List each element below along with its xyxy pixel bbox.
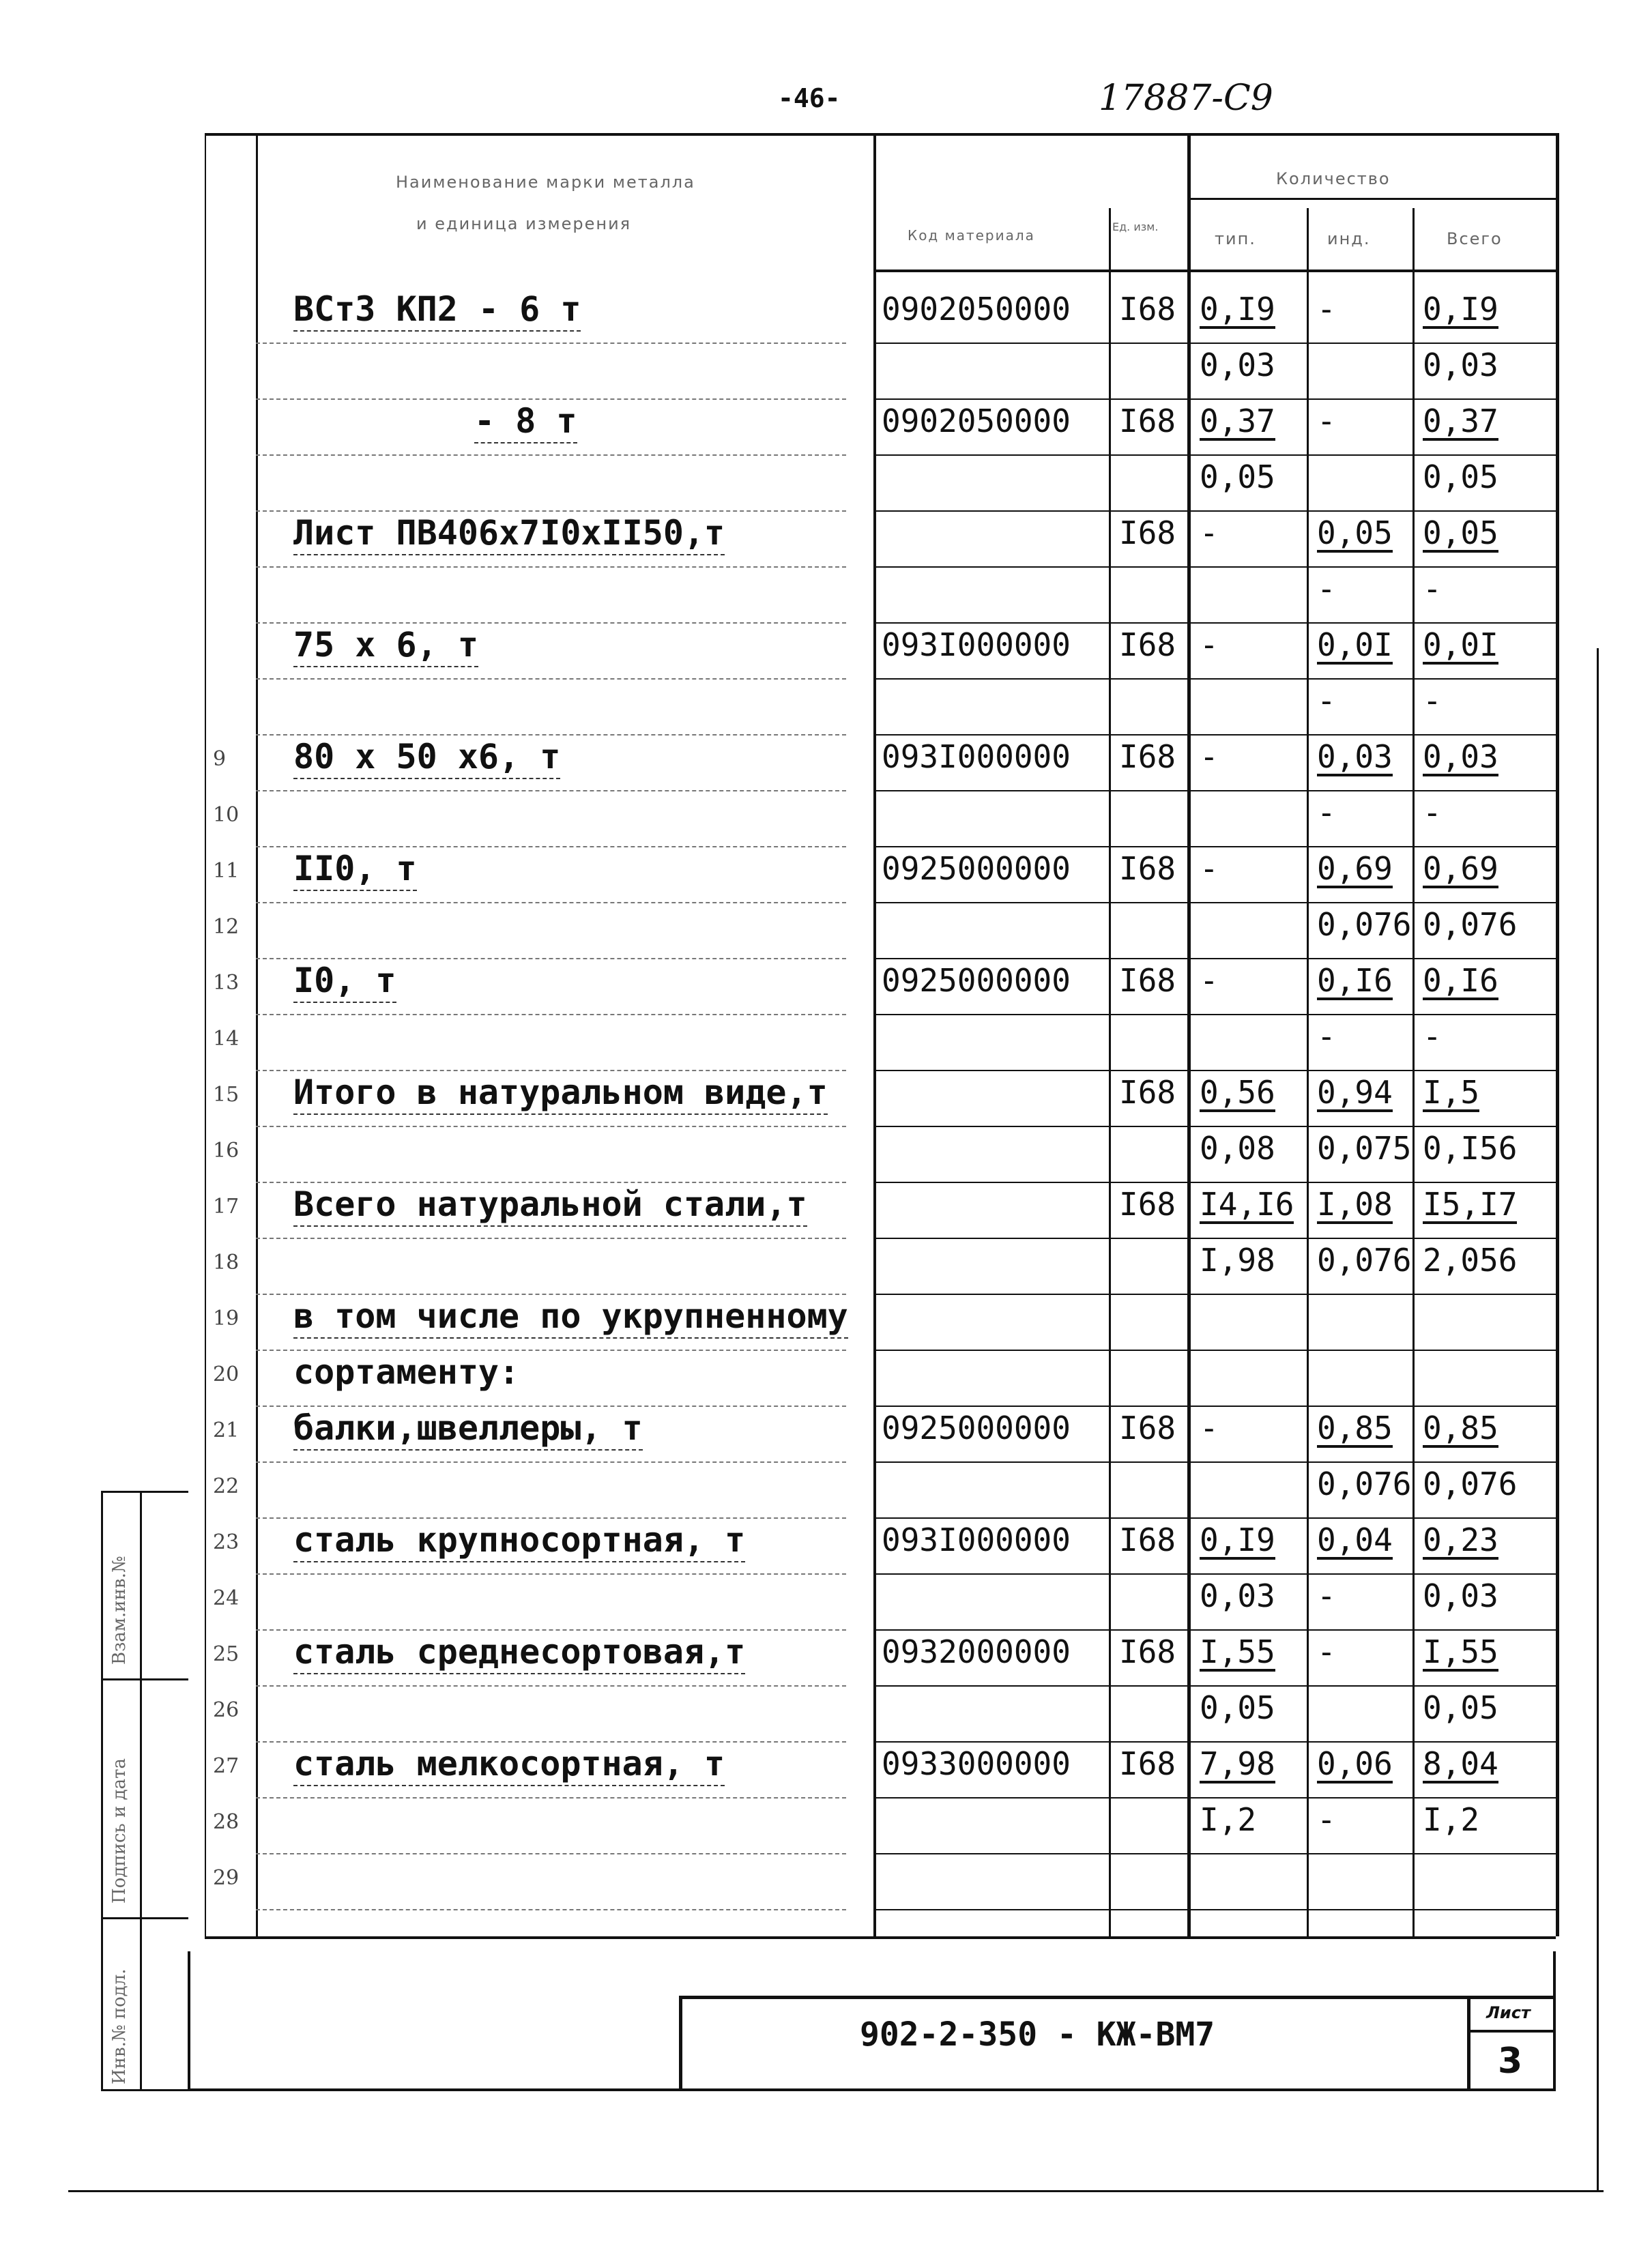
qty-individual: 0,0I — [1317, 626, 1393, 663]
row-divider — [256, 1238, 846, 1239]
qty-total: 0,05 — [1423, 1689, 1498, 1726]
qty-total: I5,I7 — [1423, 1186, 1518, 1223]
side-stamp-divider — [140, 1491, 142, 2091]
qty-typical: 0,08 — [1200, 1130, 1275, 1167]
material-code: 0902050000 — [882, 291, 1071, 327]
material-name: Итого в натуральном виде,т — [293, 1075, 828, 1115]
qty-typical: 0,37 — [1200, 403, 1275, 439]
row-number: 14 — [213, 1027, 240, 1051]
qty-typical: 7,98 — [1200, 1745, 1275, 1782]
qty-individual: - — [1317, 291, 1336, 327]
qty-total: 0,85 — [1423, 1410, 1498, 1446]
row-divider — [256, 566, 846, 568]
qty-typical: 0,56 — [1200, 1074, 1275, 1111]
row-number: 16 — [213, 1139, 240, 1163]
qty-typical: - — [1200, 962, 1219, 999]
row-divider-right — [873, 790, 1556, 791]
material-code: 093I000000 — [882, 738, 1071, 775]
header-name-line2: и единица измерения — [416, 214, 632, 233]
row-number: 20 — [213, 1363, 240, 1386]
qty-typical: I,2 — [1200, 1801, 1257, 1838]
header-bottom-border — [873, 270, 1556, 272]
row-divider-right — [873, 1741, 1556, 1743]
row-divider — [256, 1741, 846, 1743]
qty-individual: 0,94 — [1317, 1074, 1393, 1111]
qty-individual: - — [1317, 1018, 1336, 1055]
material-code: 093I000000 — [882, 626, 1071, 663]
material-code: 0902050000 — [882, 403, 1071, 439]
material-code: 0925000000 — [882, 962, 1071, 999]
material-name: сталь мелкосортная, т — [293, 1747, 725, 1786]
material-name: 80 х 50 х6, т — [293, 740, 560, 779]
material-name: балки,швеллеры, т — [293, 1411, 643, 1451]
row-divider-right — [873, 622, 1556, 624]
qty-individual: 0,06 — [1317, 1745, 1393, 1782]
material-code: 0933000000 — [882, 1745, 1071, 1782]
row-divider-right — [873, 343, 1556, 344]
qty-total: 0,05 — [1423, 458, 1498, 495]
qty-total: 0,03 — [1423, 738, 1498, 775]
qty-typical: 0,03 — [1200, 347, 1275, 383]
qty-total: - — [1423, 682, 1442, 719]
row-divider — [256, 1406, 846, 1407]
row-divider — [256, 1350, 846, 1351]
row-divider-right — [873, 1461, 1556, 1463]
qty-individual: 0,03 — [1317, 738, 1393, 775]
qty-total: 8,04 — [1423, 1745, 1498, 1782]
qty-individual: 0,075 — [1317, 1130, 1412, 1167]
row-divider-right — [873, 454, 1556, 456]
side-stamp-line-2 — [101, 1917, 188, 1919]
qty-individual: I,08 — [1317, 1186, 1393, 1223]
header-name-line1: Наименование марки металла — [396, 173, 695, 192]
table-right-border — [1556, 133, 1559, 1936]
row-divider-right — [873, 566, 1556, 568]
doc-code-handwritten: 17887-C9 — [1099, 78, 1273, 119]
qty-individual: 0,04 — [1317, 1521, 1393, 1558]
row-number: 15 — [213, 1083, 240, 1107]
row-number: 17 — [213, 1195, 240, 1219]
qty-individual: - — [1317, 403, 1336, 439]
side-label-inv: Инв.№ подл. — [109, 1968, 130, 2084]
qty-typical: - — [1200, 738, 1219, 775]
row-divider-right — [873, 1685, 1556, 1687]
row-divider-right — [873, 1517, 1556, 1519]
row-divider-right — [873, 902, 1556, 903]
row-divider-right — [873, 510, 1556, 512]
unit-code: I68 — [1119, 1633, 1176, 1670]
row-divider — [256, 1461, 846, 1463]
qty-individual: - — [1317, 1577, 1336, 1614]
row-number: 11 — [213, 859, 240, 883]
qty-individual: - — [1317, 1633, 1336, 1670]
row-divider — [256, 1685, 846, 1687]
header-unit: Ед. изм. — [1112, 220, 1159, 233]
row-number: 12 — [213, 915, 240, 939]
qty-individual: - — [1317, 682, 1336, 719]
qty-total: 0,03 — [1423, 1577, 1498, 1614]
header-qty-group: Количество — [1276, 169, 1391, 188]
row-divider — [256, 454, 846, 456]
unit-code: I68 — [1119, 738, 1176, 775]
unit-code: I68 — [1119, 291, 1176, 327]
row-divider — [256, 1909, 846, 1910]
col-divider-typ — [1307, 208, 1309, 1936]
row-number: 22 — [213, 1474, 240, 1498]
page-bottom-rule — [68, 2190, 1604, 2192]
qty-individual: 0,076 — [1317, 906, 1412, 943]
row-divider-right — [873, 1573, 1556, 1575]
qty-individual: - — [1317, 1801, 1336, 1838]
row-divider-right — [873, 1853, 1556, 1854]
material-name: сортаменту: — [293, 1352, 520, 1392]
row-divider — [256, 398, 846, 400]
row-divider-right — [873, 1406, 1556, 1407]
qty-typical: - — [1200, 514, 1219, 551]
row-divider — [256, 510, 846, 512]
row-divider — [256, 1014, 846, 1015]
qty-individual: 0,05 — [1317, 514, 1393, 551]
qty-total: 0,I56 — [1423, 1130, 1518, 1167]
row-number: 18 — [213, 1251, 240, 1275]
table-top-border — [205, 133, 1556, 136]
side-label-vzam: Взам.инв.№ — [109, 1556, 130, 1665]
row-divider — [256, 622, 846, 624]
row-number: 26 — [213, 1698, 240, 1722]
row-divider-right — [873, 398, 1556, 400]
side-label-podp: Подпись и дата — [109, 1758, 130, 1904]
row-divider — [256, 790, 846, 791]
qty-individual: 0,I6 — [1317, 962, 1393, 999]
unit-code: I68 — [1119, 403, 1176, 439]
qty-total: 0,37 — [1423, 403, 1498, 439]
qty-individual: 0,076 — [1317, 1242, 1412, 1279]
stamp-doc-number: 902-2-350 - КЖ-ВМ7 — [860, 2015, 1215, 2054]
qty-total: 0,076 — [1423, 906, 1518, 943]
row-divider-right — [873, 1797, 1556, 1799]
qty-individual: - — [1317, 794, 1336, 831]
side-stamp-line-1 — [101, 1678, 188, 1680]
qty-total: I,5 — [1423, 1074, 1480, 1111]
qty-total: 0,69 — [1423, 850, 1498, 887]
col-divider-num — [256, 133, 258, 1936]
row-divider — [256, 678, 846, 680]
qty-total: - — [1423, 794, 1442, 831]
qty-typical: 0,I9 — [1200, 1521, 1275, 1558]
material-name: 75 х 6, т — [293, 628, 478, 667]
qty-typical: - — [1200, 1410, 1219, 1446]
header-code: Код материала — [908, 227, 1035, 244]
row-divider — [256, 902, 846, 903]
row-divider — [256, 846, 846, 847]
qty-individual: - — [1317, 570, 1336, 607]
qty-total: - — [1423, 570, 1442, 607]
row-number: 9 — [213, 747, 227, 771]
qty-total: 0,076 — [1423, 1466, 1518, 1502]
unit-code: I68 — [1119, 850, 1176, 887]
row-divider-right — [873, 1014, 1556, 1015]
qty-typical: I4,I6 — [1200, 1186, 1294, 1223]
col-divider-code — [1109, 208, 1111, 1936]
header-qty-all: Всего — [1447, 229, 1503, 248]
col-divider-ind — [1412, 208, 1415, 1936]
qty-typical: I,98 — [1200, 1242, 1275, 1279]
row-divider — [256, 1294, 846, 1295]
material-name: II0, т — [293, 851, 417, 891]
qty-individual: 0,85 — [1317, 1410, 1393, 1446]
material-name: Лист ПВ406х7I0хII50,т — [293, 516, 725, 555]
qty-typical: - — [1200, 850, 1219, 887]
title-block-sheet-divider — [1467, 1996, 1470, 2091]
row-number: 28 — [213, 1810, 240, 1834]
row-divider-right — [873, 1909, 1556, 1910]
row-divider — [256, 958, 846, 959]
table-left-border — [205, 133, 206, 1936]
unit-code: I68 — [1119, 1186, 1176, 1223]
row-divider-right — [873, 1350, 1556, 1351]
row-divider — [256, 1629, 846, 1631]
row-divider — [256, 734, 846, 736]
qty-individual: 0,076 — [1317, 1466, 1412, 1502]
stamp-sheet-label: Лист — [1486, 2003, 1531, 2022]
table-bottom-border — [205, 1936, 1556, 1939]
page-right-rule — [1597, 648, 1599, 2192]
row-divider-right — [873, 1238, 1556, 1239]
material-name: ВСт3 КП2 - 6 т — [293, 292, 581, 332]
row-number: 25 — [213, 1642, 240, 1666]
row-divider-right — [873, 1126, 1556, 1127]
row-number: 23 — [213, 1530, 240, 1554]
row-divider — [256, 1182, 846, 1183]
col-divider-name — [873, 133, 876, 1936]
material-name: в том числе по укрупненному — [293, 1299, 848, 1339]
row-divider-right — [873, 1182, 1556, 1183]
row-number: 27 — [213, 1754, 240, 1778]
row-number: 10 — [213, 803, 240, 827]
unit-code: I68 — [1119, 1521, 1176, 1558]
row-number: 24 — [213, 1586, 240, 1610]
qty-typical: 0,I9 — [1200, 291, 1275, 327]
stamp-sheet-number: 3 — [1498, 2041, 1523, 2082]
unit-code: I68 — [1119, 1410, 1176, 1446]
qty-total: 2,056 — [1423, 1242, 1518, 1279]
material-code: 093I000000 — [882, 1521, 1071, 1558]
row-divider — [256, 1517, 846, 1519]
header-qty-divider — [1187, 198, 1556, 200]
qty-typical: - — [1200, 626, 1219, 663]
unit-code: I68 — [1119, 514, 1176, 551]
material-code: 0925000000 — [882, 850, 1071, 887]
material-code: 0932000000 — [882, 1633, 1071, 1670]
unit-code: I68 — [1119, 1074, 1176, 1111]
material-name: - 8 т — [474, 404, 577, 443]
row-divider-right — [873, 678, 1556, 680]
material-name: I0, т — [293, 963, 396, 1003]
qty-typical: 0,03 — [1200, 1577, 1275, 1614]
material-name: Всего натуральной стали,т — [293, 1187, 807, 1227]
row-divider — [256, 1070, 846, 1071]
qty-total: 0,05 — [1423, 514, 1498, 551]
row-divider — [256, 1797, 846, 1799]
row-divider-right — [873, 846, 1556, 847]
header-qty-typ: тип. — [1215, 229, 1256, 248]
row-number: 21 — [213, 1418, 240, 1442]
page-number: -46- — [778, 83, 841, 113]
qty-typical: 0,05 — [1200, 458, 1275, 495]
title-block-sheet-line — [1467, 2030, 1556, 2033]
col-divider-unit — [1187, 133, 1191, 1936]
qty-total: 0,03 — [1423, 347, 1498, 383]
row-divider-right — [873, 958, 1556, 959]
row-divider-right — [873, 734, 1556, 736]
unit-code: I68 — [1119, 1745, 1176, 1782]
row-divider — [256, 343, 846, 344]
row-divider — [256, 1126, 846, 1127]
qty-total: 0,I9 — [1423, 291, 1498, 327]
row-number: 13 — [213, 971, 240, 995]
row-number: 19 — [213, 1307, 240, 1330]
unit-code: I68 — [1119, 626, 1176, 663]
row-divider-right — [873, 1070, 1556, 1071]
material-name: сталь среднесортовая,т — [293, 1635, 745, 1674]
qty-total: 0,23 — [1423, 1521, 1498, 1558]
qty-total: - — [1423, 1018, 1442, 1055]
qty-total: 0,0I — [1423, 626, 1498, 663]
qty-total: I,2 — [1423, 1801, 1480, 1838]
row-number: 29 — [213, 1866, 240, 1890]
row-divider — [256, 1853, 846, 1854]
row-divider — [256, 1573, 846, 1575]
material-name: сталь крупносортная, т — [293, 1523, 745, 1562]
qty-total: 0,I6 — [1423, 962, 1498, 999]
row-divider-right — [873, 1629, 1556, 1631]
qty-typical: I,55 — [1200, 1633, 1275, 1670]
header-qty-ind: инд. — [1327, 229, 1371, 248]
qty-typical: 0,05 — [1200, 1689, 1275, 1726]
qty-total: I,55 — [1423, 1633, 1498, 1670]
unit-code: I68 — [1119, 962, 1176, 999]
qty-individual: 0,69 — [1317, 850, 1393, 887]
row-divider-right — [873, 1294, 1556, 1295]
material-code: 0925000000 — [882, 1410, 1071, 1446]
